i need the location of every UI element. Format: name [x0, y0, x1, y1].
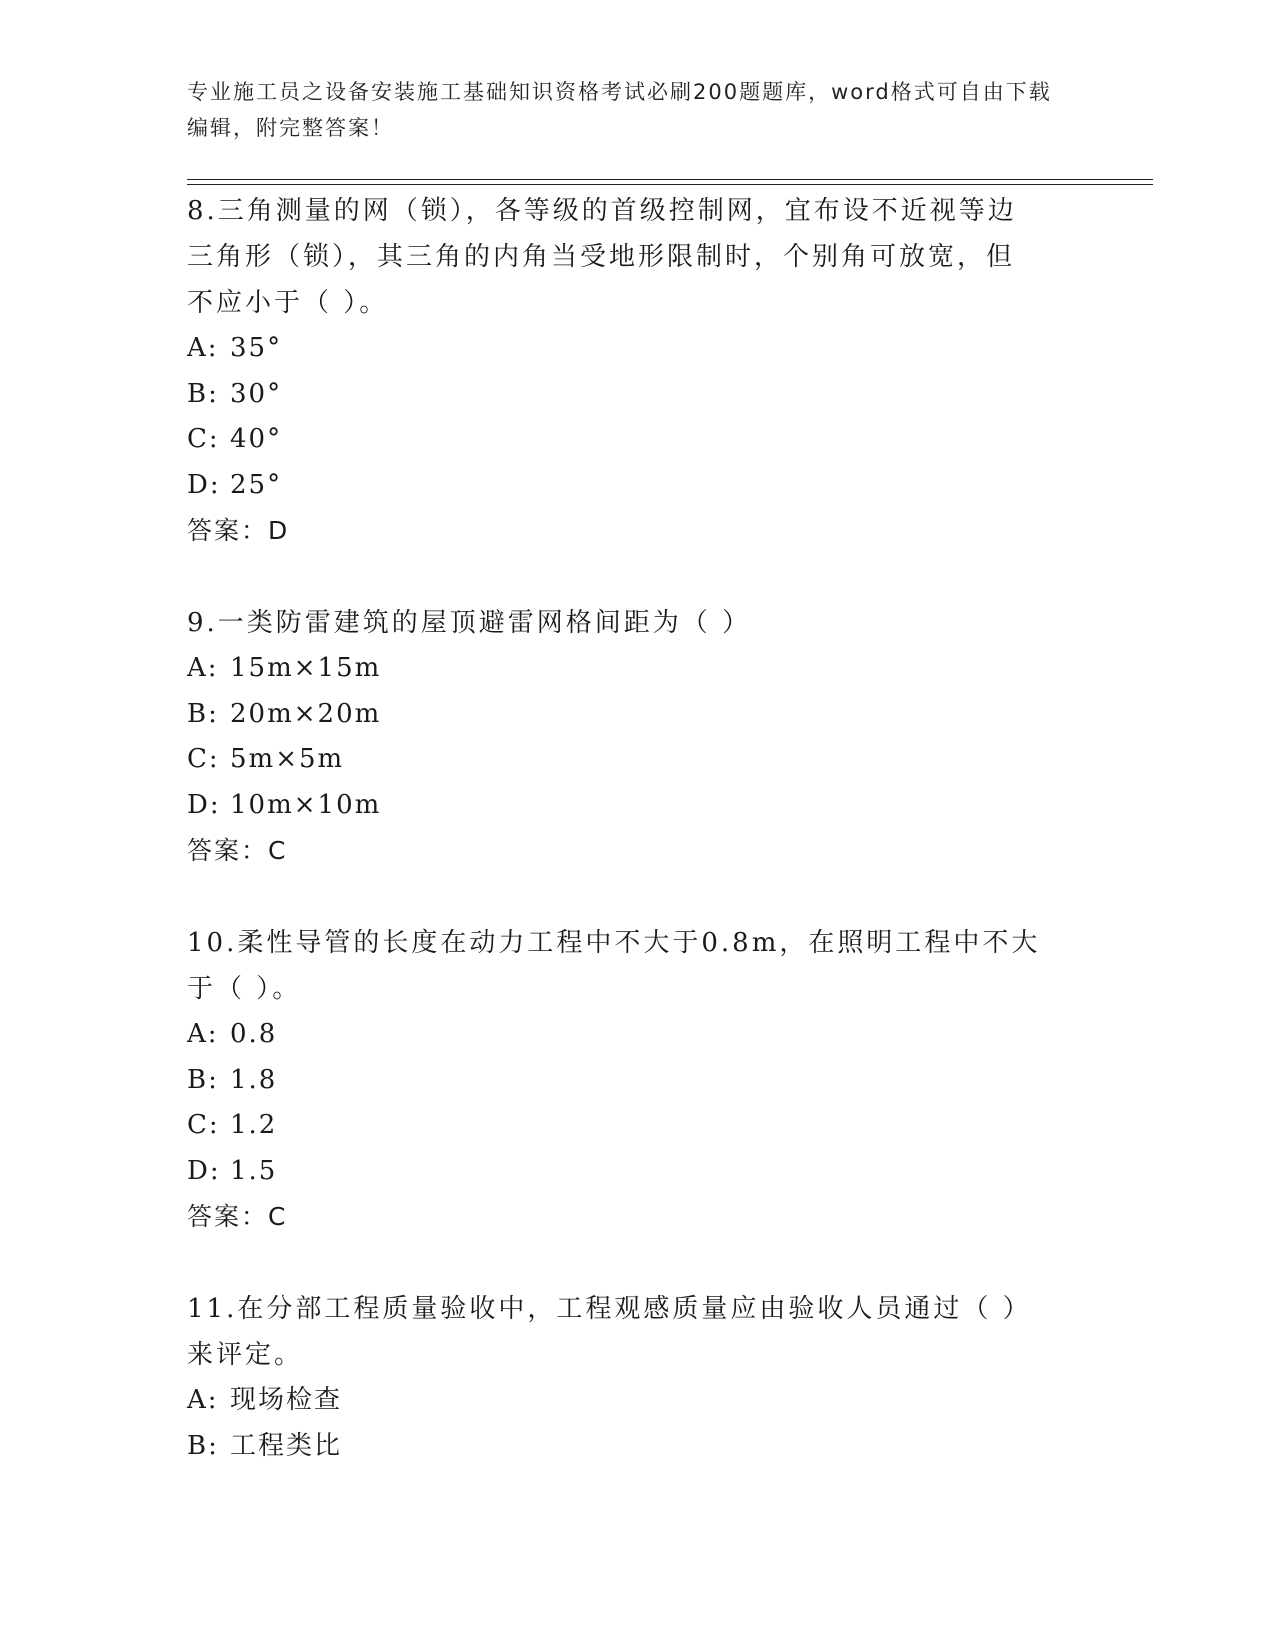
option-b [187, 372, 1087, 418]
question-spacer [187, 874, 1087, 920]
option-text: 0.8 [230, 1019, 278, 1049]
option-text: 15m×15m [230, 653, 382, 683]
question-stem: 11.在分部工程质量验收中，工程观感质量应由验收人员通过（ ）来评定。 [187, 1294, 1032, 1370]
option-text: 1.2 [230, 1110, 278, 1140]
option-text: 5m×5m [230, 744, 345, 774]
answer-label: 答案：D [187, 516, 290, 545]
option-text: 25° [230, 469, 283, 500]
option-letter: B: [187, 698, 219, 729]
option-text: 1.8 [230, 1064, 278, 1095]
option-letter: D: [187, 469, 221, 500]
option-a [187, 646, 1087, 692]
question-spacer [187, 554, 1087, 600]
answer-label: 答案：C [187, 836, 288, 865]
option-b [187, 1424, 1087, 1470]
question-spacer [187, 1240, 1087, 1286]
option-letter: B: [187, 378, 219, 409]
option-letter: B: [187, 1430, 219, 1461]
answer-label: 答案：C [187, 1202, 288, 1231]
question-8 [187, 188, 1087, 554]
header-divider-bottom [187, 184, 1153, 185]
option-text: 工程类比 [230, 1430, 343, 1461]
option-a [187, 1378, 1087, 1424]
question-stem: 8.三角测量的网（锁），各等级的首级控制网，宜布设不近视等边三角形（锁），其三角的内角当受地形限制时，个别角可放宽，但不应小于（ ）。 [187, 196, 1017, 318]
option-a [187, 326, 1087, 372]
option-letter: A: [187, 1385, 219, 1415]
option-text: 10m×10m [230, 789, 382, 820]
option-text: 35° [230, 333, 283, 363]
option-text: 现场检查 [230, 1385, 343, 1415]
question-10 [187, 920, 1087, 1240]
option-letter: A: [187, 333, 219, 363]
option-letter: D: [187, 789, 221, 820]
option-c [187, 1103, 1087, 1149]
question-stem: 10.柔性导管的长度在动力工程中不大于0.8m，在照明工程中不大于（ ）。 [187, 928, 1041, 1004]
option-text: 1.5 [230, 1155, 278, 1186]
question-11 [187, 1286, 1087, 1469]
option-letter: A: [187, 1019, 219, 1049]
question-list [187, 188, 1087, 1469]
option-d [187, 783, 1087, 829]
header-divider-top [187, 179, 1153, 180]
option-text: 40° [230, 424, 283, 454]
option-c [187, 417, 1087, 463]
option-text: 20m×20m [230, 698, 382, 729]
question-9 [187, 600, 1087, 874]
option-a [187, 1012, 1087, 1058]
option-c [187, 737, 1087, 783]
option-letter: D: [187, 1155, 221, 1186]
option-d [187, 1149, 1087, 1195]
document-header: 专业施工员之设备安装施工基础知识资格考试必刷200题题库，word格式可自由下载编辑，附完整答案！ [187, 80, 1052, 140]
option-b [187, 692, 1087, 738]
option-letter: C: [187, 744, 220, 774]
option-letter: B: [187, 1064, 219, 1095]
question-stem: 9.一类防雷建筑的屋顶避雷网格间距为（ ） [187, 608, 752, 638]
option-d [187, 463, 1087, 509]
option-text: 30° [230, 378, 283, 409]
option-letter: A: [187, 653, 219, 683]
option-letter: C: [187, 424, 220, 454]
option-letter: C: [187, 1110, 220, 1140]
option-b [187, 1058, 1087, 1104]
